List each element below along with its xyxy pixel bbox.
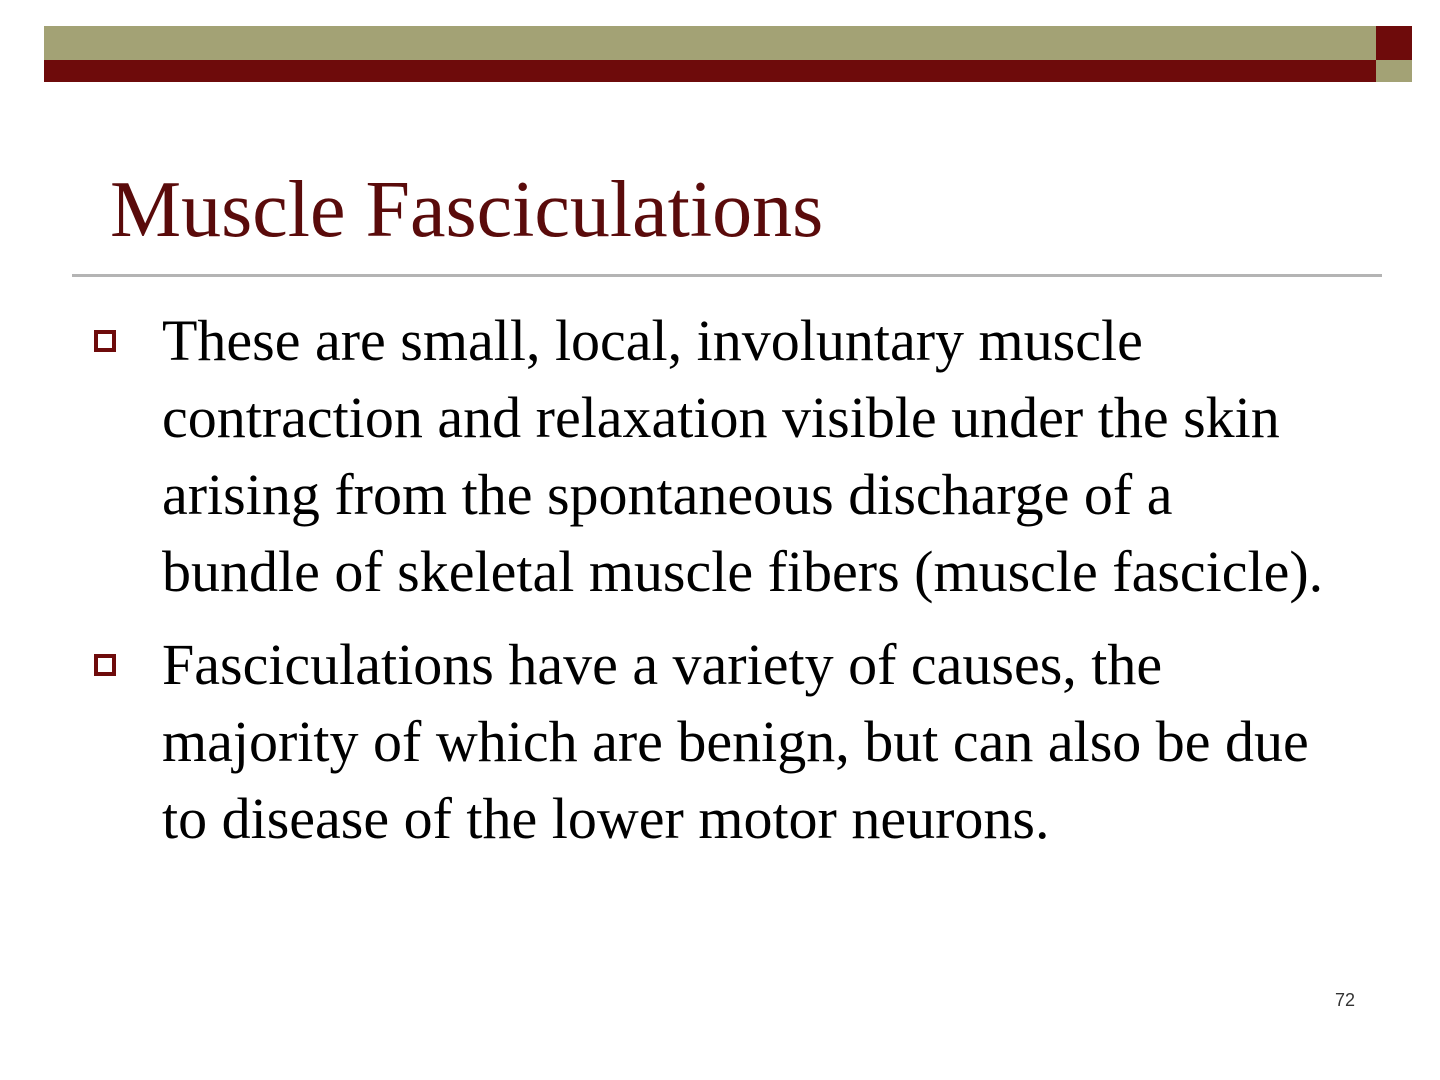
bullet-text: These are small, local, involuntary muscle contraction and relaxation visible under the skin arising from the spontaneous discharge of a bundle of skeletal muscle fibers (muscle fascicle). [162,308,1324,604]
bullet-text: Fasciculations have a variety of causes, the majority of which are benign, but can also be due to disease of the lower motor neurons. [162,632,1309,851]
hollow-square-bullet-icon [94,654,116,676]
slide-title: Muscle Fasciculations [110,166,824,254]
hollow-square-bullet-icon [94,330,116,352]
header-band-olive [44,26,1376,60]
bullet-item [92,302,1342,610]
page-number: 72 [1334,990,1356,1010]
header-band-maroon [44,60,1376,82]
header-corner-maroon [1376,26,1412,60]
title-divider [72,274,1382,277]
bullet-list [92,302,1342,873]
bullet-item [92,626,1342,857]
header-corner-olive [1376,60,1412,82]
